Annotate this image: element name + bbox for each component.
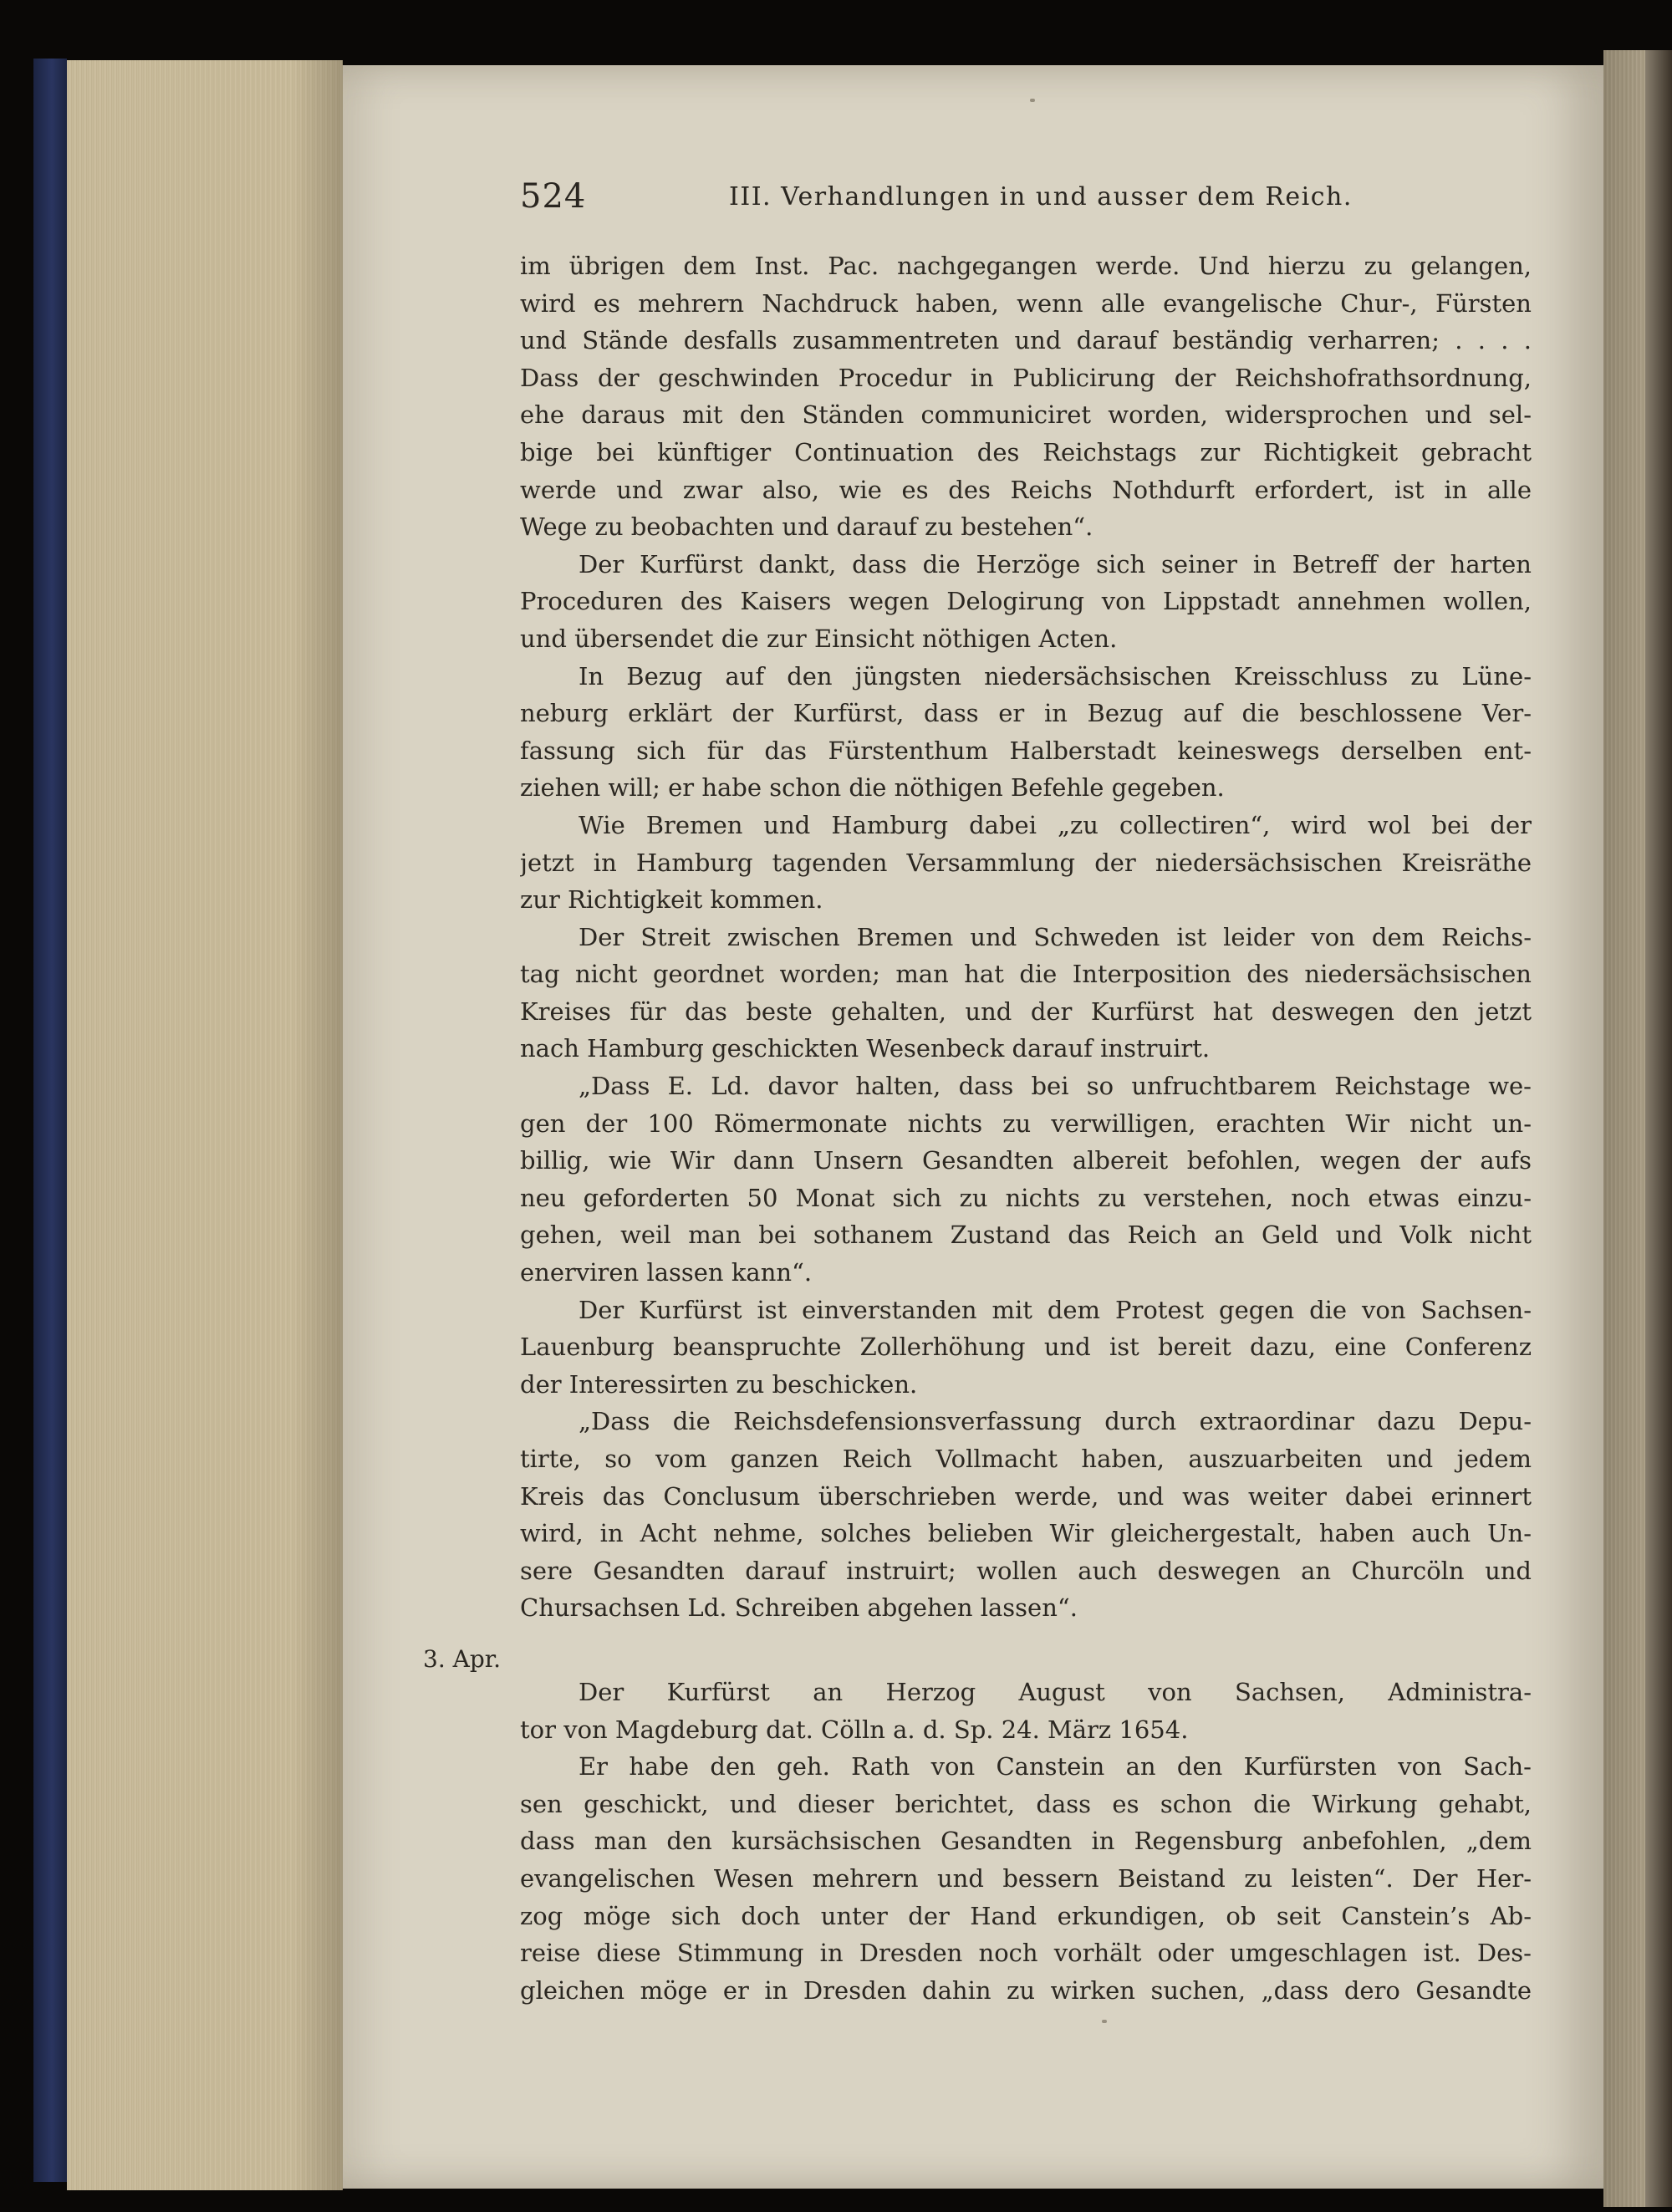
text-line: tag nicht geordnet worden; man hat die Interposition des niedersächsischen xyxy=(520,960,1532,989)
text-line: neburg erklärt der Kurfürst, dass er in Bezug auf die beschlossene Ver- xyxy=(520,699,1532,728)
running-head: III. Verhandlungen in und ausser dem Reich. xyxy=(729,182,1353,212)
text-line: enerviren lassen kann“. xyxy=(520,1258,813,1287)
text-line: zur Richtigkeit kommen. xyxy=(520,885,823,915)
text-line: Wie Bremen und Hamburg dabei „zu collectiren“, wird wol bei der xyxy=(579,810,1532,839)
text-line: gen der 100 Römermonate nichts zu verwilligen, erachten Wir nicht un- xyxy=(520,1109,1532,1138)
text-line: und übersendet die zur Einsicht nöthigen Acten. xyxy=(520,624,1118,653)
text-line: gehen, weil man bei sothanem Zustand das Reich an Geld und Volk nicht xyxy=(520,1221,1532,1250)
text-line: Lauenburg beanspruchte Zollerhöhung und ist bereit dazu, eine Conferenz xyxy=(520,1333,1532,1362)
text-line: sen geschickt, und dieser berichtet, dass es schon die Wirkung gehabt, xyxy=(520,1789,1532,1818)
text-line: zog möge sich doch unter der Hand erkundigen, ob seit Canstein’s Ab- xyxy=(520,1901,1532,1930)
text-line: billig, wie Wir dann Unsern Gesandten albereit befohlen, wegen der aufs xyxy=(520,1146,1532,1175)
text-line: „Dass E. Ld. davor halten, dass bei so unfruchtbarem Reichstage we- xyxy=(579,1072,1532,1101)
text-line: im übrigen dem Inst. Pac. nachgegangen werde. Und hierzu zu gelangen, xyxy=(520,252,1532,280)
text-line: Der Kurfürst ist einverstanden mit dem Protest gegen die von Sachsen- xyxy=(579,1295,1532,1324)
text-line: der Interessirten zu beschicken. xyxy=(520,1369,918,1399)
text-line: Wege zu beobachten und darauf zu bestehen“. xyxy=(520,512,1093,542)
text-line: evangelischen Wesen mehrern und bessern Beistand zu leisten“. Der Her- xyxy=(520,1863,1532,1893)
text-line: fassung sich für das Fürstenthum Halberstadt keineswegs derselben ent- xyxy=(520,736,1532,765)
margin-date-note: 3. Apr. xyxy=(423,1645,501,1673)
text-line: reise diese Stimmung in Dresden noch vorhält oder umgeschlagen ist. Des- xyxy=(520,1939,1532,1968)
text-line: wird es mehrern Nachdruck haben, wenn alle evangelische Chur-, Fürsten xyxy=(520,288,1532,318)
text-line: bige bei künftiger Continuation des Reichstags zur Richtigkeit gebracht xyxy=(520,437,1532,466)
text-line: ehe daraus mit den Ständen communiciret worden, widersprochen und sel- xyxy=(520,400,1532,430)
text-line: Der Streit zwischen Bremen und Schweden ist leider von dem Reichs- xyxy=(579,922,1532,951)
page-header xyxy=(520,177,1532,227)
text-line: tirte, so vom ganzen Reich Vollmacht haben, auszuarbeiten und jedem xyxy=(520,1445,1532,1473)
gutter-shadow xyxy=(293,60,343,2190)
text-line: ziehen will; er habe schon die nöthigen Befehle gegeben. xyxy=(520,773,1225,803)
text-line: Dass der geschwinden Procedur in Publicirung der Reichshofrathsordnung, xyxy=(520,363,1532,392)
text-line: dass man den kursächsischen Gesandten in Regensburg anbefohlen, „dem xyxy=(520,1827,1532,1856)
text-line: Kreis das Conclusum überschrieben werde, und was weiter dabei erinnert xyxy=(520,1481,1532,1511)
text-line: „Dass die Reichsdefensionsverfassung durch extraordinar dazu Depu- xyxy=(579,1407,1532,1436)
text-line: Chursachsen Ld. Schreiben abgehen lassen“. xyxy=(520,1593,1078,1623)
text-line: Kreises für das beste gehalten, und der Kurfürst hat deswegen den jetzt xyxy=(520,996,1532,1026)
body-text xyxy=(520,247,1532,2009)
text-line: tor von Magdeburg dat. Cölln a. d. Sp. 24. März 1654. xyxy=(520,1715,1189,1744)
text-line: nach Hamburg geschickten Wesenbeck darauf instruirt. xyxy=(520,1034,1211,1063)
text-line: sere Gesandten darauf instruirt; wollen auch deswegen an Churcöln und xyxy=(520,1556,1532,1585)
text-line: gleichen möge er in Dresden dahin zu wirken suchen, „dass dero Gesandte xyxy=(520,1975,1532,2005)
text-line: jetzt in Hamburg tagenden Versammlung der niedersächsischen Kreisräthe xyxy=(520,848,1532,877)
paper-speck xyxy=(1102,2020,1107,2023)
text-line: Er habe den geh. Rath von Canstein an den Kurfürsten von Sach- xyxy=(579,1752,1532,1781)
page-number: 524 xyxy=(520,177,587,216)
facing-page-edge xyxy=(1603,50,1645,2207)
book-cover-edge-left xyxy=(33,59,67,2182)
text-line: In Bezug auf den jüngsten niedersächsischen Kreisschluss zu Lüne- xyxy=(579,661,1532,691)
section-gap xyxy=(520,1627,1532,1674)
text-line: Der Kurfürst an Herzog August von Sachsen, Administra- xyxy=(579,1677,1532,1706)
text-line: und Stände desfalls zusammentreten und darauf beständig verharren; . . . . xyxy=(520,326,1532,355)
text-line: neu geforderten 50 Monat sich zu nichts zu verstehen, noch etwas einzu- xyxy=(520,1183,1532,1212)
paper-speck xyxy=(1030,99,1035,102)
text-line: Der Kurfürst dankt, dass die Herzöge sich seiner in Betreff der harten xyxy=(579,549,1532,578)
text-line: Proceduren des Kaisers wegen Delogirung von Lippstadt annehmen wollen, xyxy=(520,587,1532,616)
text-line: werde und zwar also, wie es des Reichs Nothdurft erfordert, ist in alle xyxy=(520,475,1532,504)
text-line: wird, in Acht nehme, solches belieben Wir gleichergestalt, haben auch Un- xyxy=(520,1519,1532,1548)
